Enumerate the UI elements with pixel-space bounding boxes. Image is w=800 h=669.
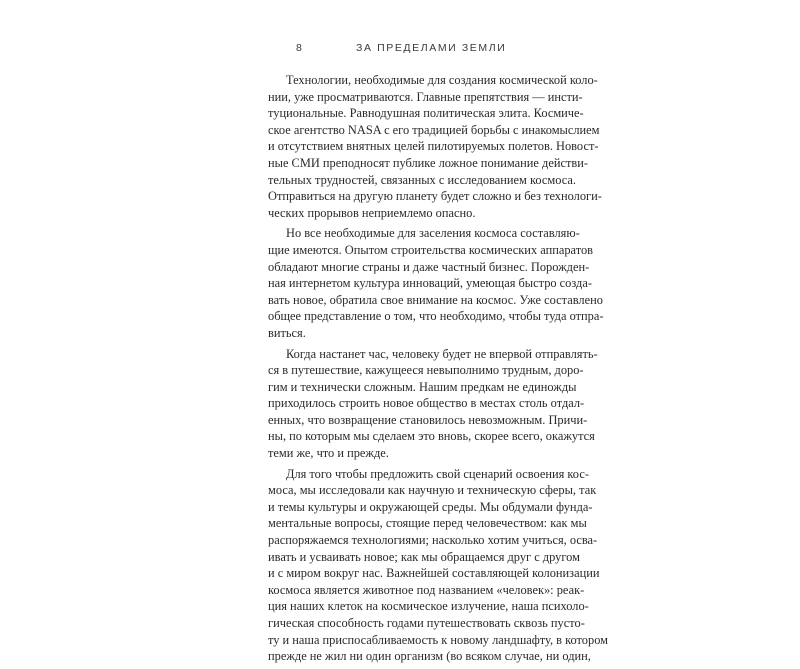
text-line: Отправиться на другую планету будет сложно и без технологи- bbox=[268, 189, 602, 204]
text-line: Когда настанет час, человеку будет не впервой отправлять- bbox=[286, 346, 598, 361]
text-line: ны, по которым мы сделаем это вновь, скорее всего, окажутся bbox=[268, 429, 595, 444]
text-line: виться. bbox=[268, 325, 306, 340]
text-line: Но все необходимые для заселения космоса составляю- bbox=[286, 226, 580, 241]
text-line: ивать и усваивать новое; как мы обращаемся друг с другом bbox=[268, 549, 580, 564]
text-line: гим и технически сложным. Нашим предкам не единожды bbox=[268, 379, 577, 394]
text-line: ментальные вопросы, стоящие перед человечеством: как мы bbox=[268, 516, 587, 531]
text-line: и с миром вокруг нас. Важнейшей составляющей колонизации bbox=[268, 566, 600, 581]
text-line: туциональные. Равнодушная политическая элита. Космиче- bbox=[268, 106, 584, 121]
text-line: и темы культуры и окружающей среды. Мы обдумали фунда- bbox=[268, 499, 593, 514]
running-title: ЗА ПРЕДЕЛАМИ ЗЕМЛИ bbox=[356, 42, 507, 54]
text-line: ческих прорывов неприемлемо опасно. bbox=[268, 205, 476, 220]
text-line: общее представление о том, что необходимо, чтобы туда отпра- bbox=[268, 309, 604, 324]
text-line: гическая способность годами путешествовать сквозь пусто- bbox=[268, 616, 585, 630]
text-line: космоса является животное под названием «человек»: реак- bbox=[268, 582, 585, 597]
text-line: ское агентство NASA с его традицией борьбы с инакомыслием bbox=[268, 122, 600, 137]
text-line: Технологии, необходимые для создания космической коло- bbox=[286, 73, 598, 87]
paragraph bbox=[268, 225, 604, 341]
text-line: распоряжаемся технологиями; насколько хотим учиться, осва- bbox=[268, 533, 598, 548]
page-number: 8 bbox=[296, 42, 304, 54]
text-line: щие имеются. Опытом строительства космических аппаратов bbox=[268, 242, 593, 257]
text-line: прежде не жил ни один организм (во всяком случае, ни один, bbox=[268, 649, 591, 664]
text-line: и отсутствием внятных целей пилотируемых полетов. Новост- bbox=[268, 139, 599, 154]
paragraph bbox=[268, 466, 608, 665]
text-line: ная интернетом культура инноваций, умеющая быстро созда- bbox=[268, 276, 592, 291]
page-header bbox=[296, 42, 556, 58]
text-line: вать новое, обратила свое внимание на космос. Уже составлено bbox=[268, 292, 603, 307]
text-line: ся в путешествие, кажущееся невыполнимо трудным, доро- bbox=[268, 363, 584, 378]
text-line: приходилось строить новое общество в местах столь отдал- bbox=[268, 396, 585, 411]
body-text bbox=[268, 72, 608, 669]
paragraph bbox=[268, 346, 598, 462]
paragraph bbox=[268, 72, 602, 221]
text-line: теми же, что и прежде. bbox=[268, 446, 389, 461]
text-line: ция наших клеток на космическое излучение, наша психоло- bbox=[268, 599, 589, 614]
text-line: енных, что возвращение становилось невозможным. Причи- bbox=[268, 412, 588, 427]
text-line: ту и наша приспосабливаемость к новому ландшафту, в котором bbox=[268, 632, 608, 647]
text-line: Для того чтобы предложить свой сценарий освоения кос- bbox=[286, 466, 589, 481]
text-line: нии, уже просматриваются. Главные препятствия — инсти- bbox=[268, 89, 583, 104]
text-line: обладают многие страны и даже частный бизнес. Порожден- bbox=[268, 259, 590, 274]
text-line: моса, мы исследовали как научную и техническую сферы, так bbox=[268, 483, 597, 498]
text-line: ные СМИ преподносят публике ложное понимание действи- bbox=[268, 155, 588, 170]
text-line: тельных трудностей, связанных с исследованием космоса. bbox=[268, 172, 576, 187]
